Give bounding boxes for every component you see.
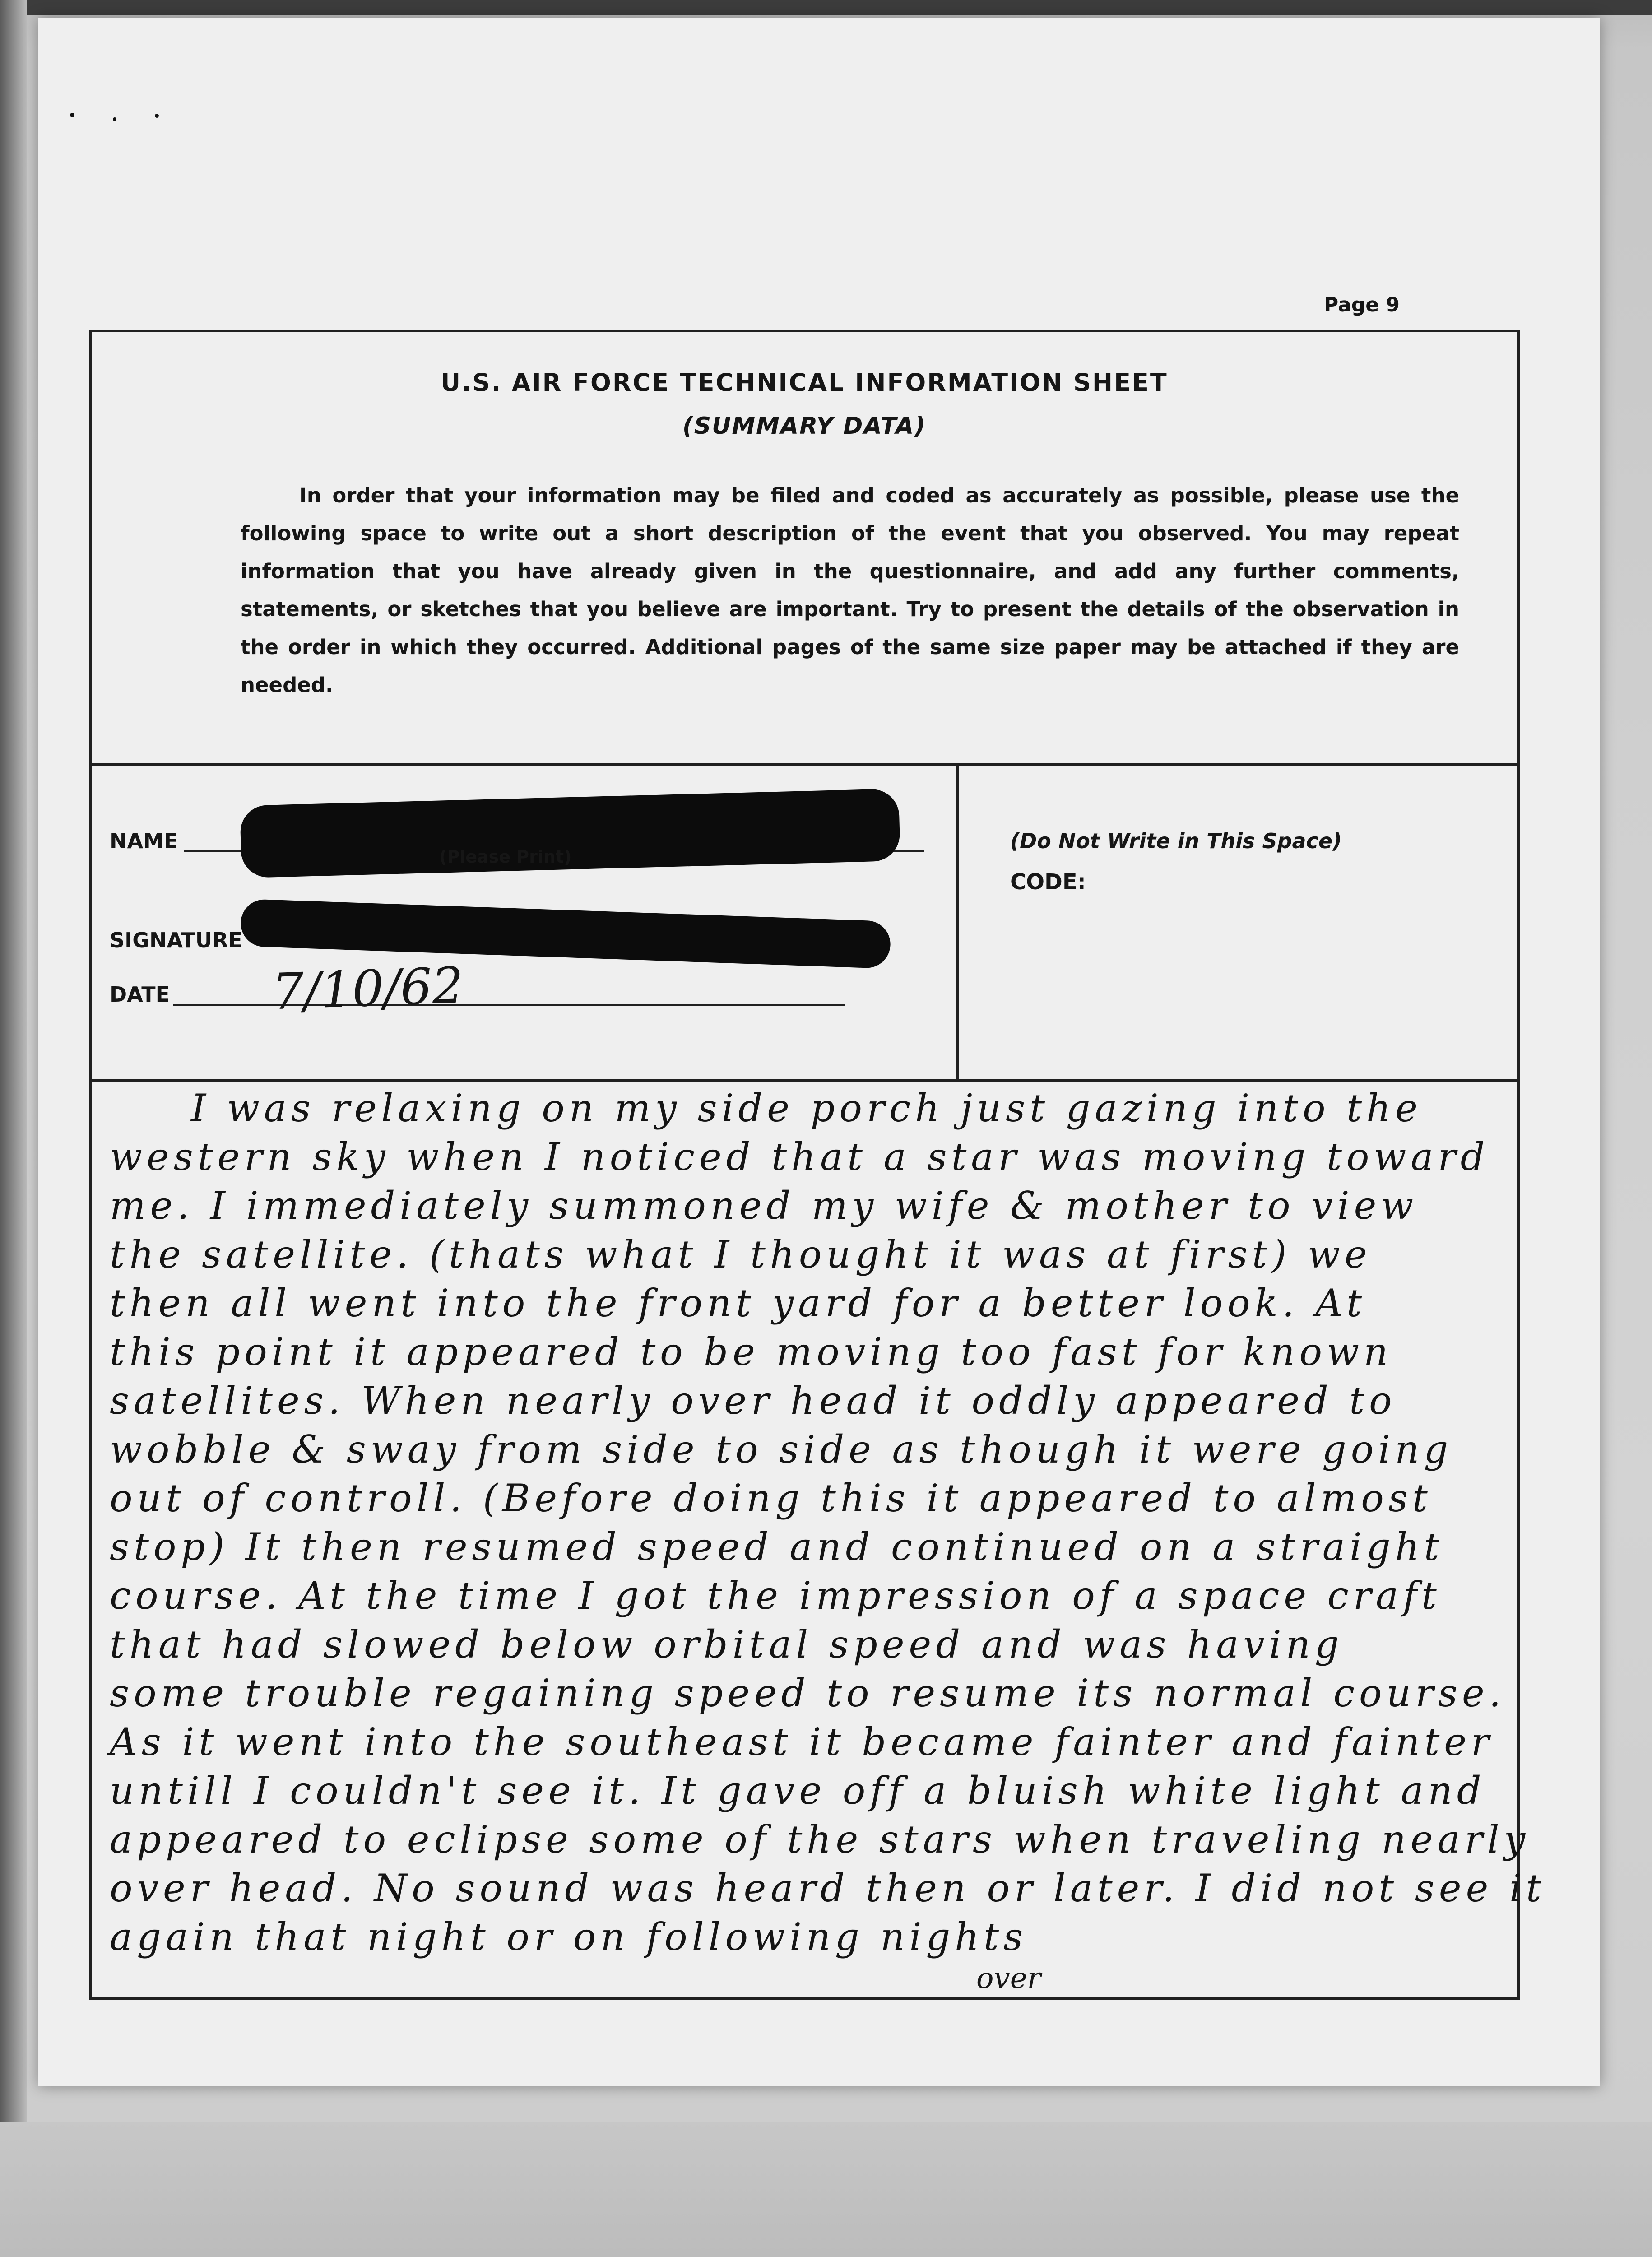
section-divider [956,766,959,1079]
please-print-note: (Please Print) [439,847,572,867]
narrative-line: stop) It then resumed speed and continued on a straight [110,1525,1444,1569]
narrative-line: appeared to eclipse some of the stars when traveling nearly [110,1817,1530,1862]
signature-label: SIGNATURE [110,928,243,952]
narrative-line: the satellite. (thats what I thought it was at first) we [110,1232,1372,1277]
narrative-line: As it went into the southeast it became fainter and fainter [110,1720,1494,1764]
narrative-line: wobble & sway from side to side as though it were going [110,1427,1453,1472]
narrative-line: again that night or on following nights [110,1915,1028,1959]
office-use-note: (Do Not Write in This Space) [1010,829,1342,853]
narrative-line: some trouble regaining speed to resume its normal course. [110,1671,1506,1715]
form-title: U.S. AIR FORCE TECHNICAL INFORMATION SHEET [441,368,1168,397]
narrative-line: out of controll. (Before doing this it appeared to almost [110,1476,1432,1520]
date-value: 7/10/62 [271,956,465,1021]
narrative-line: untill I couldn't see it. It gave off a bluish white light and [110,1769,1486,1813]
narrative-line: over head. No sound was heard then or later. I did not see it [110,1866,1546,1910]
narrative-line: western sky when I noticed that a star was moving toward [110,1135,1490,1179]
scan-background-area [0,2122,1652,2257]
form-header [92,332,1517,766]
signature-redaction [240,899,891,969]
scan-left-edge [0,0,27,2122]
narrative-line: then all went into the front yard for a better look. At [110,1281,1366,1325]
scan-speck [70,113,74,117]
page-number: Page 9 [1324,293,1400,316]
document-page [38,18,1600,2086]
technical-information-sheet [89,330,1546,2000]
date-label: DATE [110,982,170,1007]
handwritten-narrative [92,1082,1546,2002]
narrative-line: me. I immediately summoned my wife & mother to view [110,1184,1418,1228]
identification-section [92,766,1517,1082]
scan-speck [113,117,116,121]
form-subtitle: (SUMMARY DATA) [682,413,927,440]
name-label: NAME [110,829,178,853]
narrative-line: course. At the time I got the impression of a space craft [110,1574,1441,1618]
narrative-line: that had slowed below orbital speed and was having [110,1622,1344,1667]
narrative-line: I was relaxing on my side porch just gazing into the [191,1086,1422,1130]
over-mark: over [976,1962,1041,1995]
code-label: CODE: [1010,869,1086,895]
scan-top-edge [0,0,1652,15]
narrative-line: this point it appeared to be moving too fast for known [110,1330,1393,1374]
scan-speck [155,114,159,118]
form-instructions: In order that your information may be filed and coded as accurately as possible, please use the following space to write out a short description of the event that you observed. You may repeat information that you have already given in the questionnaire, and add any further comments, statements, or sketches that you believe are important. Try to present the details of the observation in the order in which they occurred. Additional pages of the same size paper may be attached if they are needed. [241,483,1459,697]
narrative-line: satellites. When nearly over head it oddly appeared to [110,1379,1397,1423]
